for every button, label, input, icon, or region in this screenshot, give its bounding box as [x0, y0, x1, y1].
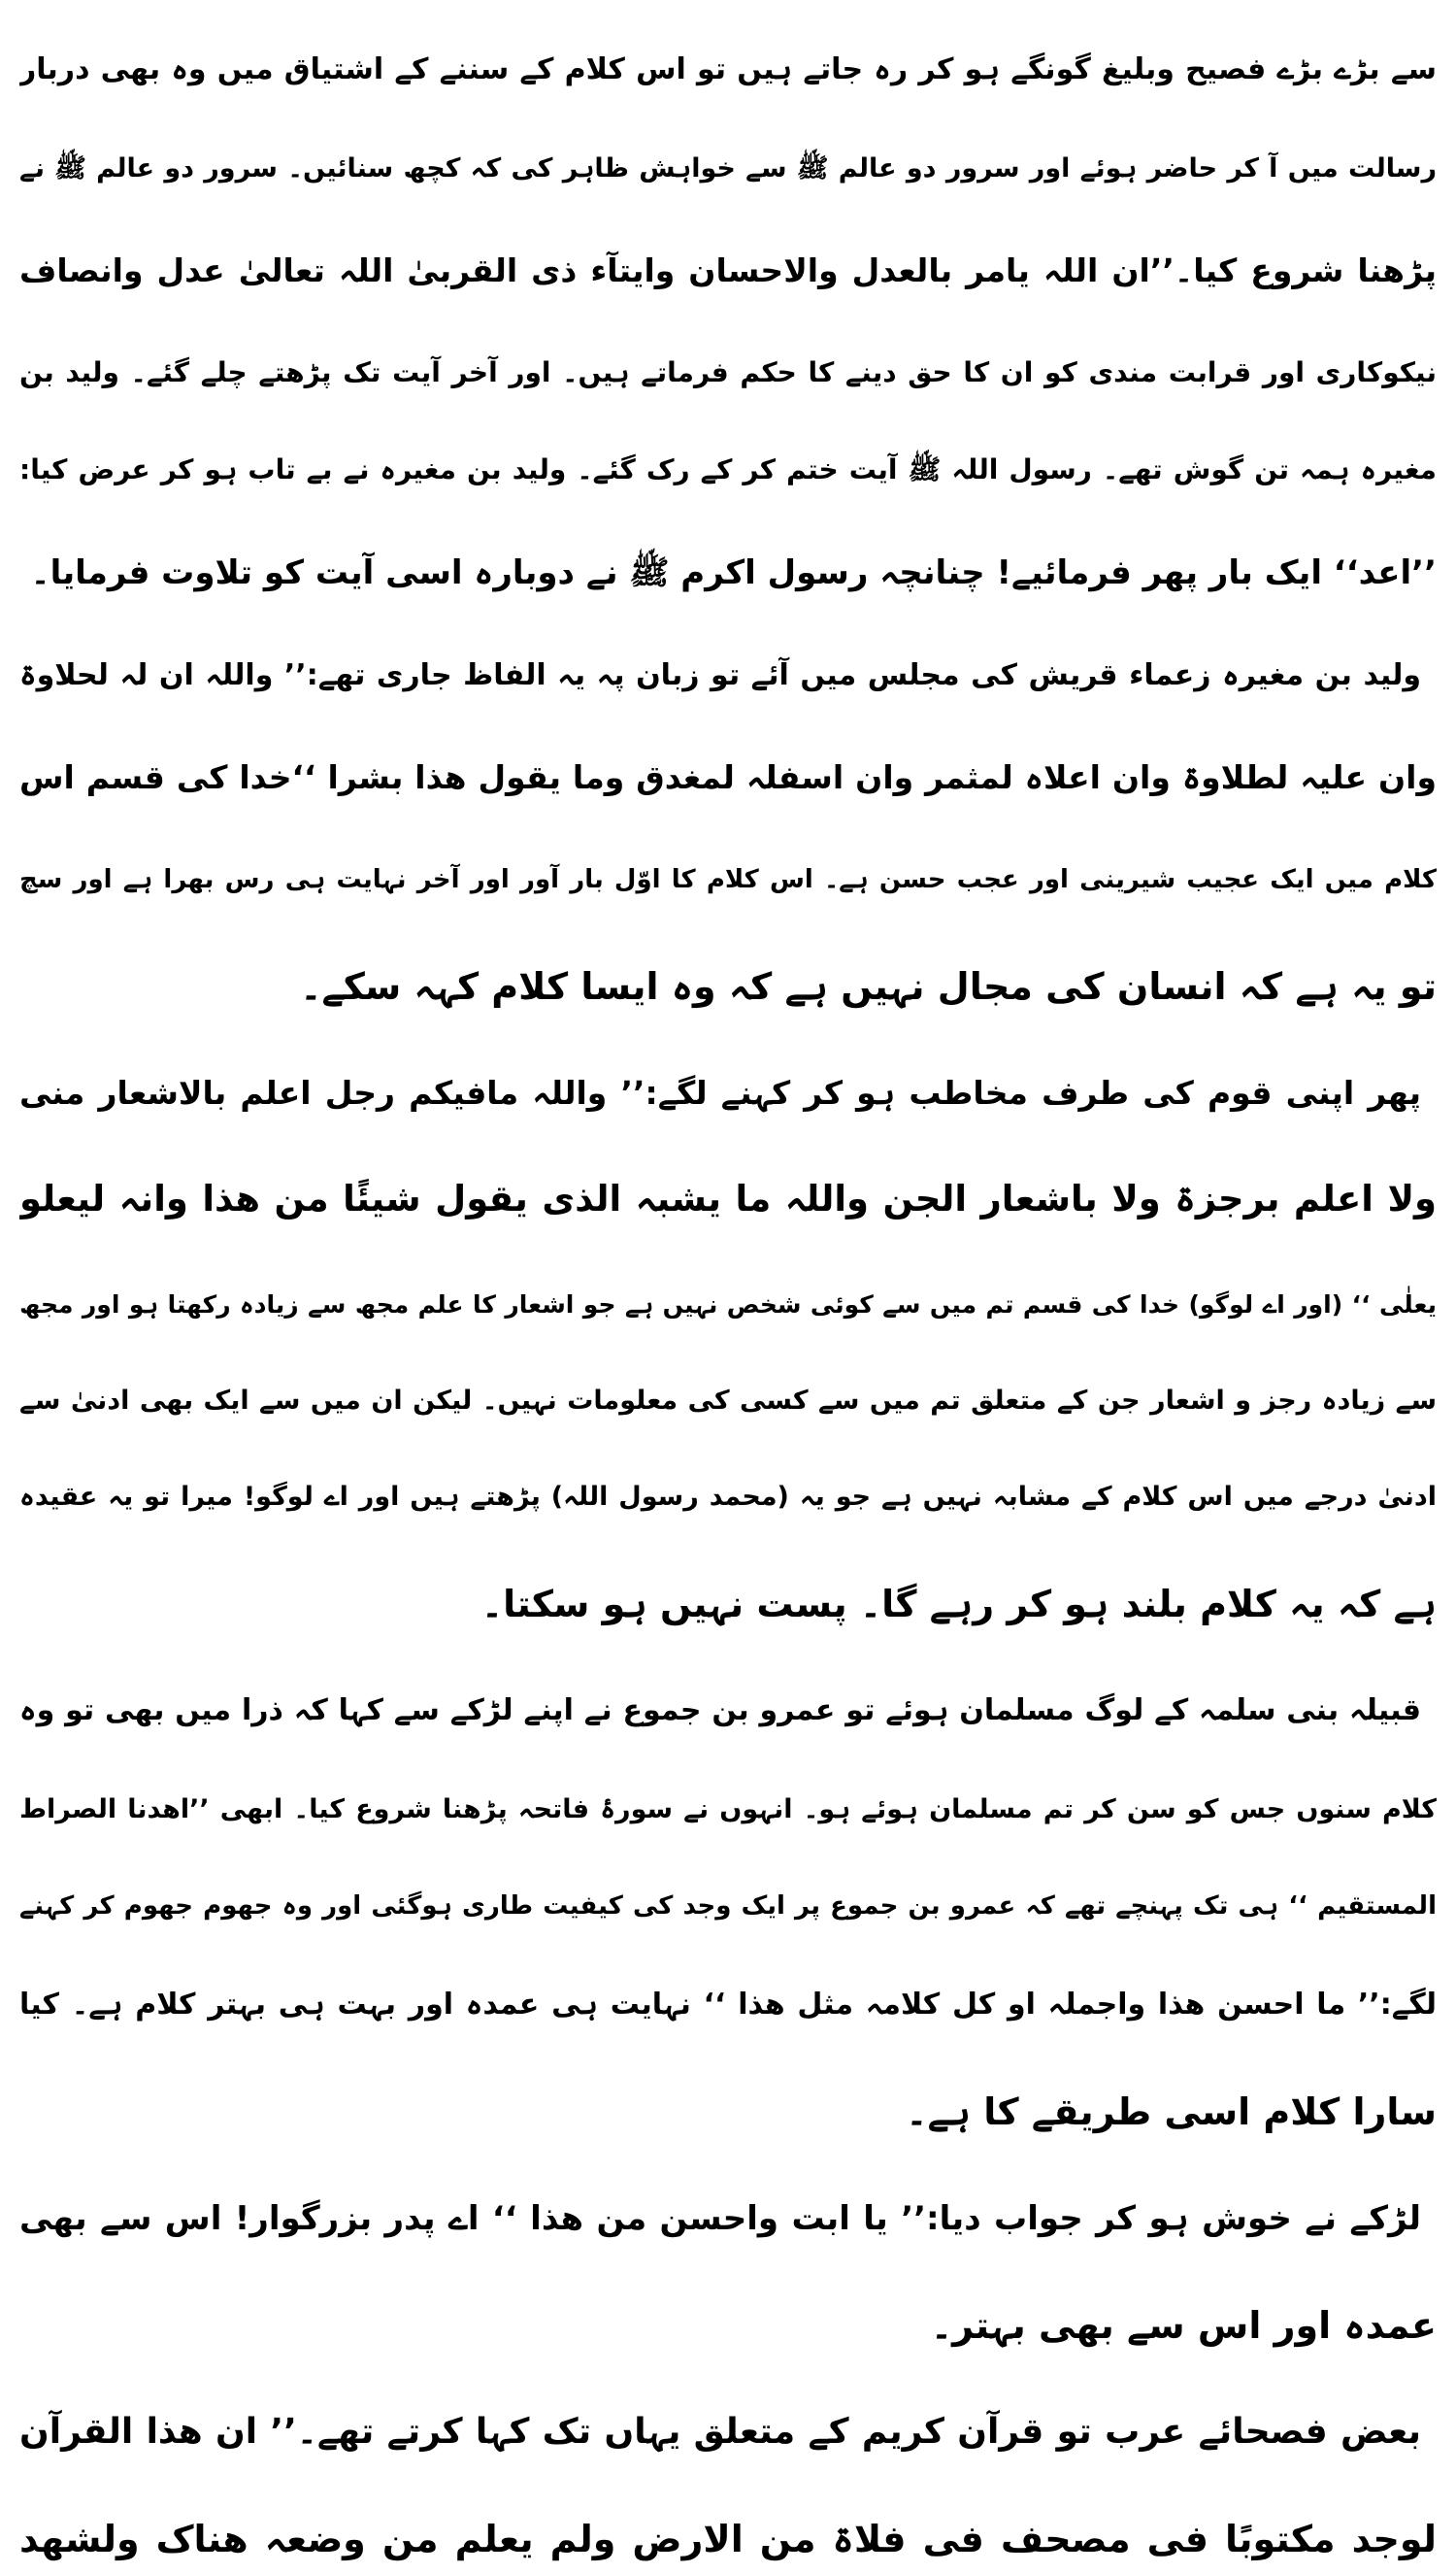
- text-line-24: بعض فصحائے عرب تو قرآن کریم کے متعلق یہاں تک کہا کرتے تھے۔’’ ان ھذا القرآن: [19, 2412, 1421, 2452]
- text-line-13: یعلٰی ‘‘ (اور اے لوگو) خدا کی قسم تم میں سے کوئی شخص نہیں ہے جو اشعار کا علم مجھ سے زیادہ رکھتا ہو اور مجھ: [19, 1290, 1437, 1319]
- text-line-2: رسالت میں آ کر حاضر ہوئے اور سرور دو عالم ﷺ سے خواہش ظاہر کی کہ کچھ سنائیں۔ سرور دو عالم ﷺ نے: [19, 153, 1437, 184]
- text-line-1: سے بڑے بڑے فصیح وبلیغ گونگے ہو کر رہ جاتے ہیں تو اس کلام کے سننے کے اشتیاق میں وہ بھی دربار: [19, 52, 1437, 86]
- text-line-25: لوجد مکتوبًا فی مصحف فی فلاۃ من الارض ولم یعلم من وضعہ ھناک ولشھد: [19, 2518, 1437, 2560]
- text-line-3: پڑھنا شروع کیا۔’’ان اللہ یامر بالعدل والاحسان وایتآء ذی القربیٰ اللہ تعالیٰ عدل وانصاف: [19, 251, 1437, 289]
- text-line-9: کلام میں ایک عجیب شیرینی اور عجب حسن ہے۔ اس کلام کا اوّل بار آور اور آخر نہایت ہی رس بھرا ہے اور سچ: [19, 865, 1437, 894]
- text-line-5: مغیرہ ہمہ تن گوش تھے۔ رسول اللہ ﷺ آیت ختم کر کے رک گئے۔ ولید بن مغیرہ نے بے تاب ہو کر عرض کیا:: [19, 453, 1437, 485]
- text-line-11: پھر اپنی قوم کی طرف مخاطب ہو کر کہنے لگے:’’ واللہ مافیکم رجل اعلم بالاشعار منی: [19, 1074, 1421, 1112]
- text-line-23: عمدہ اور اس سے بھی بہتر۔: [930, 2304, 1437, 2347]
- text-line-20: لگے:’’ ما احسن ھذا واجملہ او کل کلامہ مثل ھذا ‘‘ نہایت ہی عمدہ اور بہت ہی بہتر کلام ہے۔ کیا: [19, 1988, 1437, 2022]
- text-line-6: ’’اعد‘‘ ایک بار پھر فرمائیے! چنانچہ رسول اکرم ﷺ نے دوبارہ اسی آیت کو تلاوت فرمایا۔: [30, 553, 1437, 592]
- text-line-17: قبیلہ بنی سلمہ کے لوگ مسلمان ہوئے تو عمرو بن جموع نے اپنے لڑکے سے کہا کہ ذرا میں بھی تو وہ: [19, 1693, 1421, 1727]
- text-line-22: لڑکے نے خوش ہو کر جواب دیا:’’ یا ابت واحسن من ھذا ‘‘ اے پدر بزرگوار! اس سے بھی: [19, 2199, 1421, 2238]
- text-line-12: ولا اعلم برجزۃ ولا باشعار الجن واللہ ما یشبہ الذی یقول شیئًا من ھذا وانہ لیعلو: [19, 1178, 1437, 1220]
- text-line-21: سارا کلام اسی طریقے کا ہے۔: [906, 2090, 1437, 2133]
- text-line-8: وان علیہ لطلاوۃ وان اعلاہ لمثمر وان اسفلہ لمغدق وما یقول ھذا بشرا ‘‘خدا کی قسم اس: [19, 758, 1437, 796]
- text-line-18: کلام سنوں جس کو سن کر تم مسلمان ہوئے ہو۔ انہوں نے سورۂ فاتحہ پڑھنا شروع کیا۔ ابھی ’’اھدنا الصراط: [19, 1794, 1437, 1824]
- text-line-16: ہے کہ یہ کلام بلند ہو کر رہے گا۔ پست نہیں ہو سکتا۔: [480, 1583, 1437, 1625]
- text-line-10: تو یہ ہے کہ انسان کی مجال نہیں ہے کہ وہ ایسا کلام کہہ سکے۔: [300, 965, 1437, 1008]
- text-line-14: سے زیادہ رجز و اشعار جن کے متعلق تم میں سے کسی کی معلومات نہیں۔ لیکن ان میں سے ایک بھی ادنیٰ سے: [19, 1386, 1437, 1416]
- text-line-15: ادنیٰ درجے میں اس کلام کے مشابہ نہیں ہے جو یہ (محمد رسول اللہ) پڑھتے ہیں اور اے لوگو! میرا تو یہ عقیدہ: [19, 1482, 1437, 1512]
- text-line-7: ولید بن مغیرہ زعماء قریش کی مجلس میں آئے تو زبان پہ یہ الفاظ جاری تھے:’’ واللہ ان لہ لحلاوۃ: [19, 658, 1421, 692]
- text-line-4: نیکوکاری اور قرابت مندی کو ان کا حق دینے کا حکم فرماتے ہیں۔ اور آخر آیت تک پڑھتے چلے گئے۔ ولید بن: [19, 356, 1437, 388]
- text-line-19: المستقیم ‘‘ ہی تک پہنچے تھے کہ عمرو بن جموع پر ایک وجد کی کیفیت طاری ہوگئی اور وہ جھوم جھوم کر کہنے: [19, 1891, 1437, 1921]
